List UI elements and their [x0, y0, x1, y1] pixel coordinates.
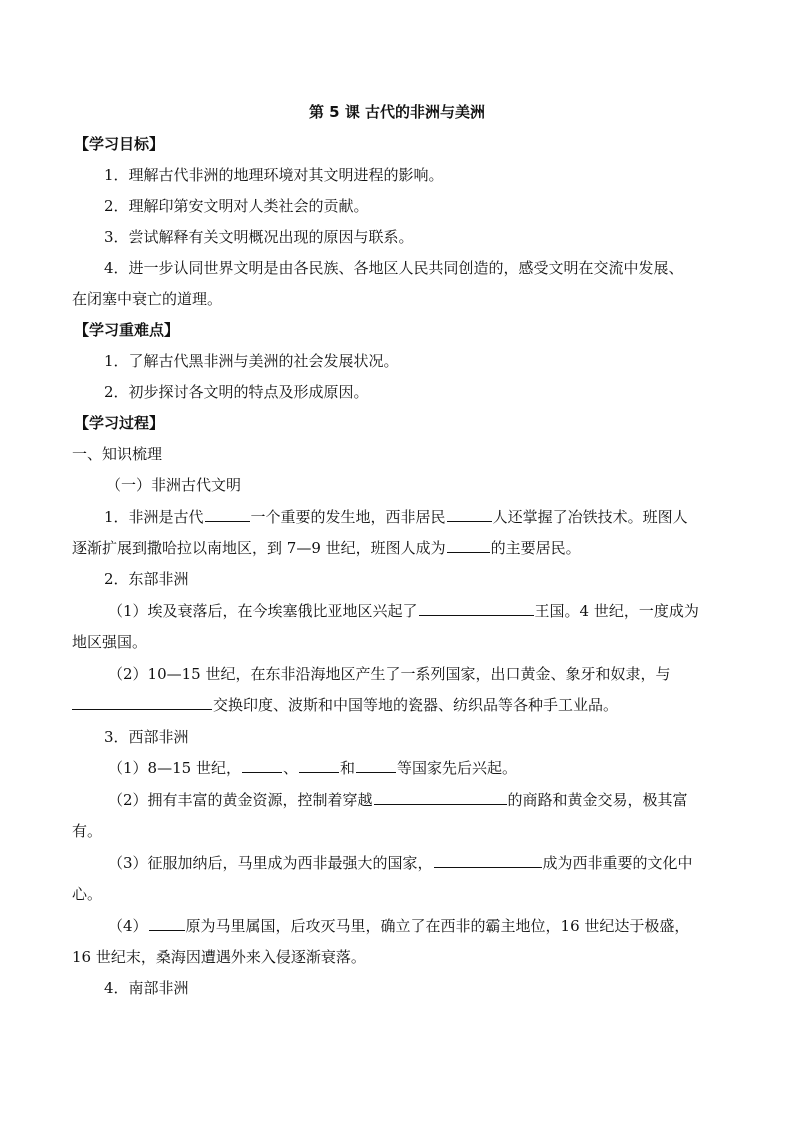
east-item-1-line-2: 地区强国。: [72, 633, 148, 651]
e1-text-a: （1）埃及衰落后，在今埃塞俄比亚地区兴起了: [108, 602, 418, 620]
east-item-1-line-1: [108, 600, 699, 622]
subsection-africa: （一）非洲古代文明: [106, 476, 242, 494]
q1-text-e: 的主要居民。: [490, 539, 581, 557]
fill-blank[interactable]: [205, 506, 250, 522]
e2-text-b: 交换印度、波斯和中国等地的瓷器、纺织品等各种手工业品。: [213, 696, 619, 714]
w3-text-a: （3）征服加纳后，马里成为西非最强大的国家，: [108, 854, 433, 872]
section-knowledge: 一、知识梳理: [72, 445, 163, 463]
w1-text-d: 等国家先后兴起。: [396, 759, 517, 777]
w1-text-a: （1）8—15 世纪，: [108, 759, 241, 777]
question-1-line-1: [104, 506, 688, 528]
fill-blank[interactable]: [447, 506, 492, 522]
objective-item-1: 1．理解古代非洲的地理环境对其文明进程的影响。: [104, 166, 444, 184]
w3-text-b: 成为西非重要的文化中: [542, 854, 693, 872]
e1-text-b: 王国。4 世纪，一度成为: [534, 602, 699, 620]
fill-blank[interactable]: [299, 757, 339, 773]
west-item-4-line-1: [108, 915, 689, 937]
objective-item-4: 4．进一步认同世界文明是由各民族、各地区人民共同创造的，感受文明在交流中发展、: [104, 259, 684, 277]
objective-item-2: 2．理解印第安文明对人类社会的贡献。: [104, 197, 369, 215]
key-point-item-1: 1．了解古代黑非洲与美洲的社会发展状况。: [104, 352, 399, 370]
q1-text-d: 逐渐扩展到撒哈拉以南地区，到 7—9 世纪，班图人成为: [72, 539, 446, 557]
objective-item-4-cont: 在闭塞中衰亡的道理。: [72, 290, 223, 308]
fill-blank[interactable]: [72, 694, 212, 710]
objective-item-3: 3．尝试解释有关文明概况出现的原因与联系。: [104, 228, 414, 246]
w1-text-c: 和: [339, 759, 355, 777]
west-africa-heading: 3．西部非洲: [104, 728, 189, 746]
west-item-2-line-1: [108, 789, 688, 811]
west-item-3-line-2: 心。: [72, 885, 103, 903]
q1-text-b: 一个重要的发生地，西非居民: [250, 508, 446, 526]
w2-text-a: （2）拥有丰富的黄金资源，控制着穿越: [108, 791, 373, 809]
w2-text-b: 的商路和黄金交易，极其富: [507, 791, 688, 809]
west-item-3-line-1: [108, 852, 693, 874]
east-item-2-line-1: （2）10—15 世纪，在东非沿海地区产生了一系列国家，出口黄金、象牙和奴隶，与: [108, 665, 671, 683]
q1-text-c: 人还掌握了冶铁技术。班图人: [492, 508, 688, 526]
fill-blank[interactable]: [419, 600, 534, 616]
west-item-1: [108, 757, 517, 779]
process-heading: 【学习过程】: [74, 414, 165, 432]
east-africa-heading: 2．东部非洲: [104, 570, 189, 588]
west-item-4-line-2: 16 世纪末，桑海因遭遇外来入侵逐渐衰落。: [72, 948, 366, 966]
fill-blank[interactable]: [356, 757, 396, 773]
fill-blank[interactable]: [242, 757, 282, 773]
lesson-title: 第 5 课 古代的非洲与美洲: [308, 103, 486, 121]
q1-text-a: 1．非洲是古代: [104, 508, 204, 526]
south-africa-heading: 4．南部非洲: [104, 979, 189, 997]
fill-blank[interactable]: [434, 852, 542, 868]
w4-text-a: （4）: [108, 917, 148, 935]
objectives-heading: 【学习目标】: [74, 135, 165, 153]
fill-blank[interactable]: [374, 789, 507, 805]
east-item-2-line-2: [72, 694, 618, 716]
fill-blank[interactable]: [149, 915, 185, 931]
question-1-line-2: [72, 537, 581, 559]
key-point-item-2: 2．初步探讨各文明的特点及形成原因。: [104, 383, 369, 401]
w1-text-b: 、: [282, 759, 298, 777]
west-item-2-line-2: 有。: [72, 822, 103, 840]
fill-blank[interactable]: [447, 537, 490, 553]
key-points-heading: 【学习重难点】: [74, 321, 180, 339]
w4-text-b: 原为马里属国，后攻灭马里，确立了在西非的霸主地位，16 世纪达于极盛，: [185, 917, 690, 935]
